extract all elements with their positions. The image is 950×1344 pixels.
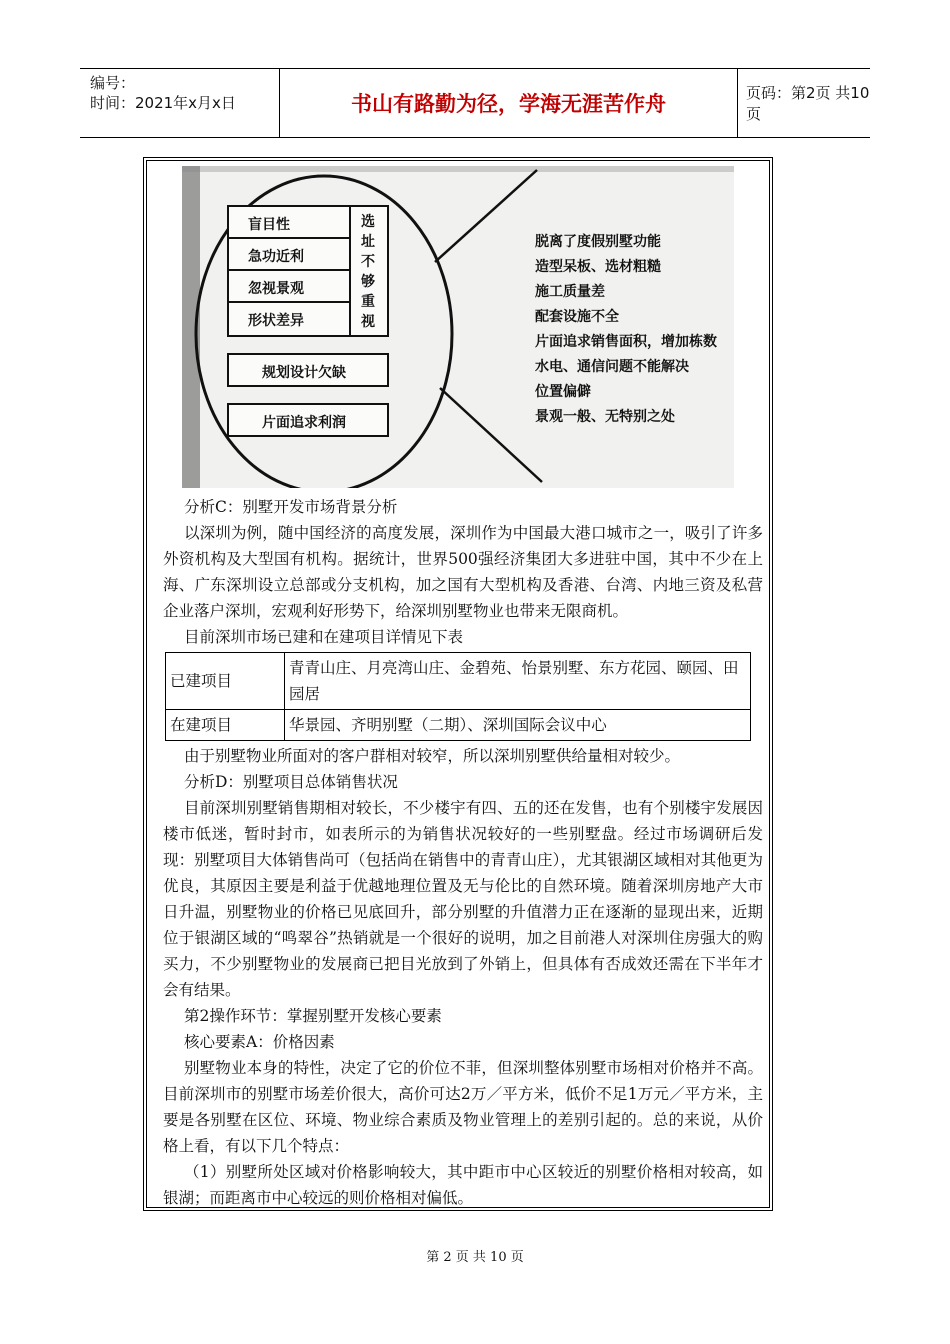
analysis-d-text: 目前深圳别墅销售期相对较长，不少楼宇有四、五的还在发售，也有个别楼宇发展因楼市低迷，暂时封市，如表所示的为销售状况较好的一些别墅盘。经过市场调研后发现：别墅项目大体销售尚可（包括尚在销售中的青青山庄），尤其银湖区域相对其他更为优良，其原因主要是利益于优越地理位置及无与伦比的自然环境。随着深圳房地产大市日升温，别墅物业的价格已见底回升，部分别墅的升值潜力正在逐渐的显现出来，近期位于银湖区域的“鸣翠谷”热销就是一个很好的说明，加之目前港人对深圳住房强大的购买力，不少别墅物业的发展商已把目光放到了外销上，但具体有否成效还需在下半年才会有结果。 [163, 799, 763, 999]
core-a-title: 核心要素A：价格因素 [184, 1033, 335, 1051]
right-item: 水电、通信问题不能解决 [535, 359, 689, 375]
table-value-built: 青青山庄、月亮湾山庄、金碧苑、怡景别墅、东方花园、颐园、田园居 [285, 653, 751, 710]
table-row [166, 710, 751, 741]
plan-label: 规划设计欠缺 [262, 365, 346, 381]
left-box-1: 盲目性 [248, 217, 290, 233]
right-item: 脱离了度假别墅功能 [535, 234, 661, 250]
right-item: 配套设施不全 [535, 309, 619, 325]
right-item-list [535, 230, 717, 430]
date-label: 时间：2021年x月x日 [90, 94, 236, 112]
zoom-line-top [435, 170, 537, 262]
analysis-d-title: 分析D：别墅项目总体销售状况 [184, 773, 398, 791]
right-item: 造型呆板、选材粗糙 [535, 259, 661, 275]
left-box-2: 急功近利 [248, 249, 304, 265]
number-label: 编号： [90, 74, 136, 92]
left-box-4: 形状差异 [248, 313, 304, 329]
problem-diagram [182, 166, 734, 488]
header-page-info: 页码：第2页 共10页 [746, 84, 870, 123]
table-label-building: 在建项目 [166, 710, 285, 741]
header-motto: 书山有路勤为径，学海无涯苦作舟 [280, 69, 738, 137]
table-intro: 目前深圳市场已建和在建项目详情见下表 [184, 628, 464, 646]
page-footer: 第 2 页 共 10 页 [426, 1250, 524, 1265]
step2-title: 第2操作环节：掌握别墅开发核心要素 [184, 1007, 442, 1025]
point-1-text: （1）别墅所处区域对价格影响较大，其中距市中心区较近的别墅价格相对较高，如银湖；而距离市中心较远的则价格相对偏低。 [163, 1163, 763, 1207]
table-row [166, 653, 751, 710]
left-box-3: 忽视景观 [248, 281, 304, 297]
scan-top-shadow [182, 166, 734, 172]
analysis-c-title: 分析C：别墅开发市场背景分析 [184, 498, 398, 516]
body-content [163, 494, 763, 1211]
table-value-building: 华景园、齐明别墅（二期）、深圳国际会议中心 [285, 710, 751, 741]
analysis-c-text: 以深圳为例，随中国经济的高度发展，深圳作为中国最大港口城市之一，吸引了许多外资机构及大型国有机构。据统计，世界500强经济集团大多进驻中国，其中不少在上海、广东深圳设立总部或分支机构，加之国有大型机构及香港、台湾、内地三资及私营企业落户深圳，宏观利好形势下，给深圳别墅物业也带来无限商机。 [163, 524, 763, 620]
right-item: 位置偏僻 [535, 384, 591, 400]
page-header [80, 68, 870, 138]
header-meta [80, 69, 280, 137]
after-table-text: 由于别墅物业所面对的客户群相对较窄，所以深圳别墅供给量相对较少。 [184, 747, 681, 765]
zoom-line-bottom [440, 388, 542, 482]
right-item: 景观一般、无特别之处 [535, 409, 675, 425]
table-label-built: 已建项目 [166, 653, 285, 710]
core-a-text: 别墅物业本身的特性，决定了它的价位不菲，但深圳整体别墅市场相对价格并不高。目前深圳市的别墅市场差价很大，高价可达2万／平方米，低价不足1万元／平方米，主要是各别墅在区位、环境、物业综合素质及物业管理上的差别引起的。总的来说，从价格上看，有以下几个特点： [163, 1059, 763, 1155]
project-table [165, 652, 751, 741]
profit-label: 片面追求利润 [262, 415, 346, 431]
right-item: 片面追求销售面积，增加栋数 [535, 334, 717, 350]
vertical-label: 选 址 不 够 重 视 [361, 214, 375, 330]
right-item: 施工质量差 [535, 284, 605, 300]
